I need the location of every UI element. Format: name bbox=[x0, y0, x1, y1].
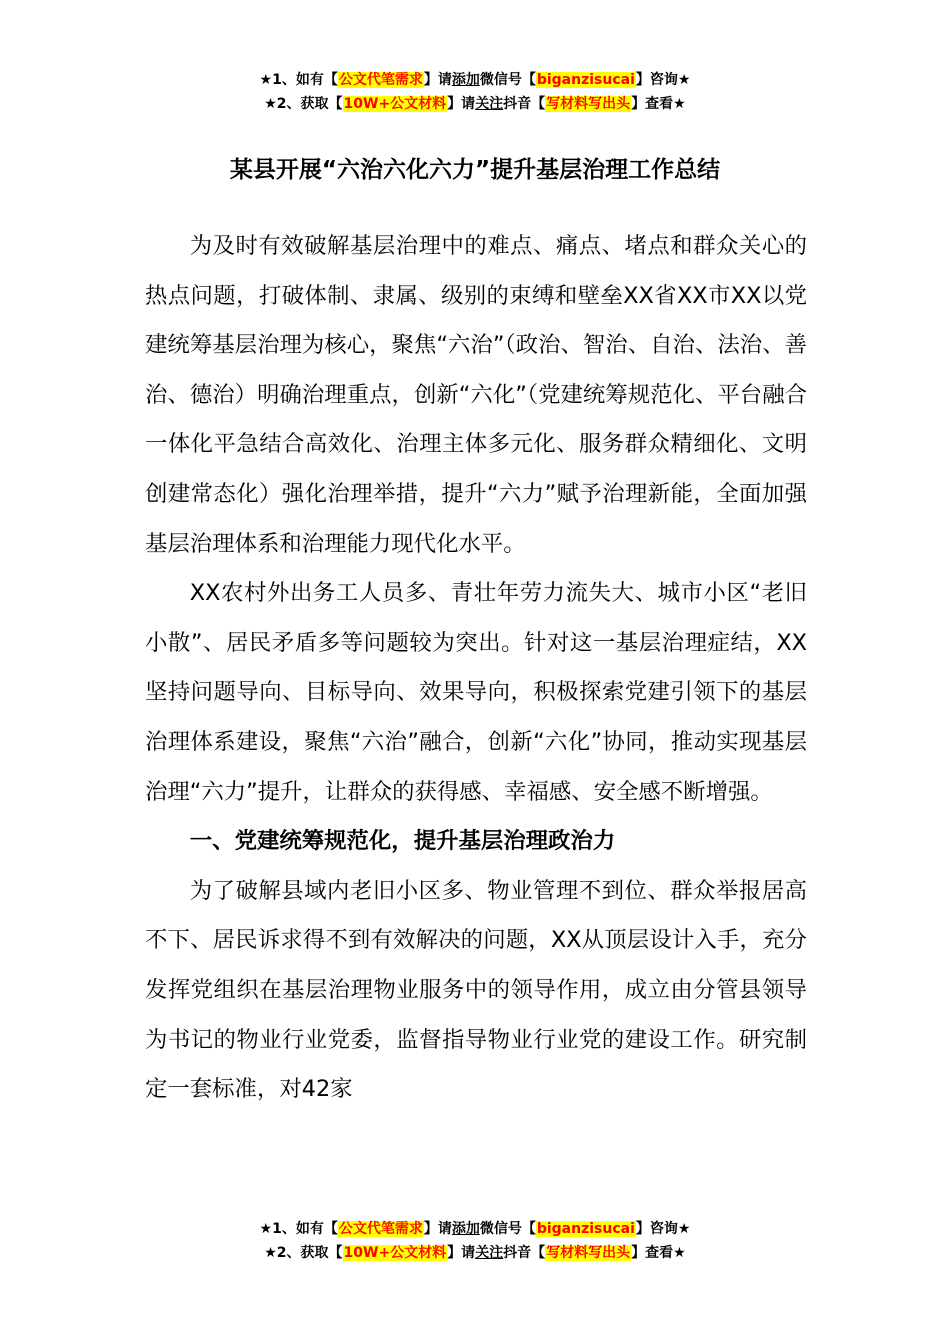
document-title: 某县开展“六治六化六力”提升基层治理工作总结 bbox=[229, 157, 721, 183]
underlined-text: 添加 bbox=[451, 1221, 480, 1237]
promo-text: 微信号【 bbox=[479, 72, 536, 88]
promo-line-1 bbox=[0, 68, 950, 92]
promo-text: 】请 bbox=[447, 96, 476, 112]
promo-text: 】咨询★ bbox=[635, 1221, 691, 1237]
wechat-id-tag: biganzisucai bbox=[536, 72, 635, 88]
paragraph: XX农村外出务工人员多、青壮年劳力流失大、城市小区“老旧小散”、居民矛盾多等问题较为突出。针对这一基层治理症结，XX坚持问题导向、目标导向、效果导向，积极探索党建引领下的基层治理体系建设，聚焦“六治”融合，创新“六化”协同，推动实现基层治理“六力”提升，让群众的获得感、幸福感、安全感不断增强。 bbox=[145, 580, 807, 805]
top-promo-banner bbox=[0, 68, 950, 116]
promo-text: 】请 bbox=[423, 72, 452, 88]
promo-text: ★2、获取【 bbox=[264, 96, 343, 112]
promo-text: 抖音【 bbox=[503, 96, 546, 112]
paragraph: 为及时有效破解基层治理中的难点、痛点、堵点和群众关心的热点问题，打破体制、隶属、级别的束缚和壁垒XX省XX市XX以党建统筹基层治理为核心，聚焦“六治”（政治、智治、自治、法治、善治、德治）明确治理重点，创新“六化”（党建统筹规范化、平台融合一体化平急结合高效化、治理主体多元化、服务群众精细化、文明创建常态化）强化治理举措，提升“六力”赋予治理新能，全面加强基层治理体系和治理能力现代化水平。 bbox=[145, 233, 807, 557]
promo-text: ★2、获取【 bbox=[264, 1245, 343, 1261]
promo-text: ★1、如有【 bbox=[259, 1221, 338, 1237]
highlight-tag: 公文代笔需求 bbox=[338, 1221, 423, 1237]
highlight-tag: 10W+公文材料 bbox=[343, 96, 447, 112]
underlined-text: 添加 bbox=[451, 72, 480, 88]
promo-line-2 bbox=[0, 1241, 950, 1265]
paragraph: 为了破解县域内老旧小区多、物业管理不到位、群众举报居高不下、居民诉求得不到有效解决的问题，XX从顶层设计入手，充分发挥党组织在基层治理物业服务中的领导作用，成立由分管县领导为书记的物业行业党委，监督指导物业行业党的建设工作。研究制定一套标准，对42家 bbox=[145, 877, 807, 1103]
promo-text: 】请 bbox=[423, 1221, 452, 1237]
promo-text: 微信号【 bbox=[479, 1221, 536, 1237]
document-body bbox=[145, 222, 807, 1115]
promo-text: 】咨询★ bbox=[635, 72, 691, 88]
wechat-id-tag: biganzisucai bbox=[536, 1221, 635, 1237]
promo-line-1 bbox=[0, 1217, 950, 1241]
underlined-text: 关注 bbox=[475, 1245, 504, 1261]
highlight-tag: 10W+公文材料 bbox=[343, 1245, 447, 1261]
promo-text: 】查看★ bbox=[631, 1245, 686, 1261]
douyin-account-tag: 写材料写出头 bbox=[546, 1245, 631, 1261]
highlight-tag: 公文代笔需求 bbox=[338, 72, 423, 88]
promo-line-2 bbox=[0, 92, 950, 116]
douyin-account-tag: 写材料写出头 bbox=[546, 96, 631, 112]
underlined-text: 关注 bbox=[475, 96, 504, 112]
promo-text: 】请 bbox=[447, 1245, 476, 1261]
promo-text: ★1、如有【 bbox=[259, 72, 338, 88]
bottom-promo-banner bbox=[0, 1217, 950, 1265]
section-heading: 一、党建统筹规范化，提升基层治理政治力 bbox=[189, 828, 616, 855]
promo-text: 抖音【 bbox=[503, 1245, 546, 1261]
promo-text: 】查看★ bbox=[631, 96, 686, 112]
